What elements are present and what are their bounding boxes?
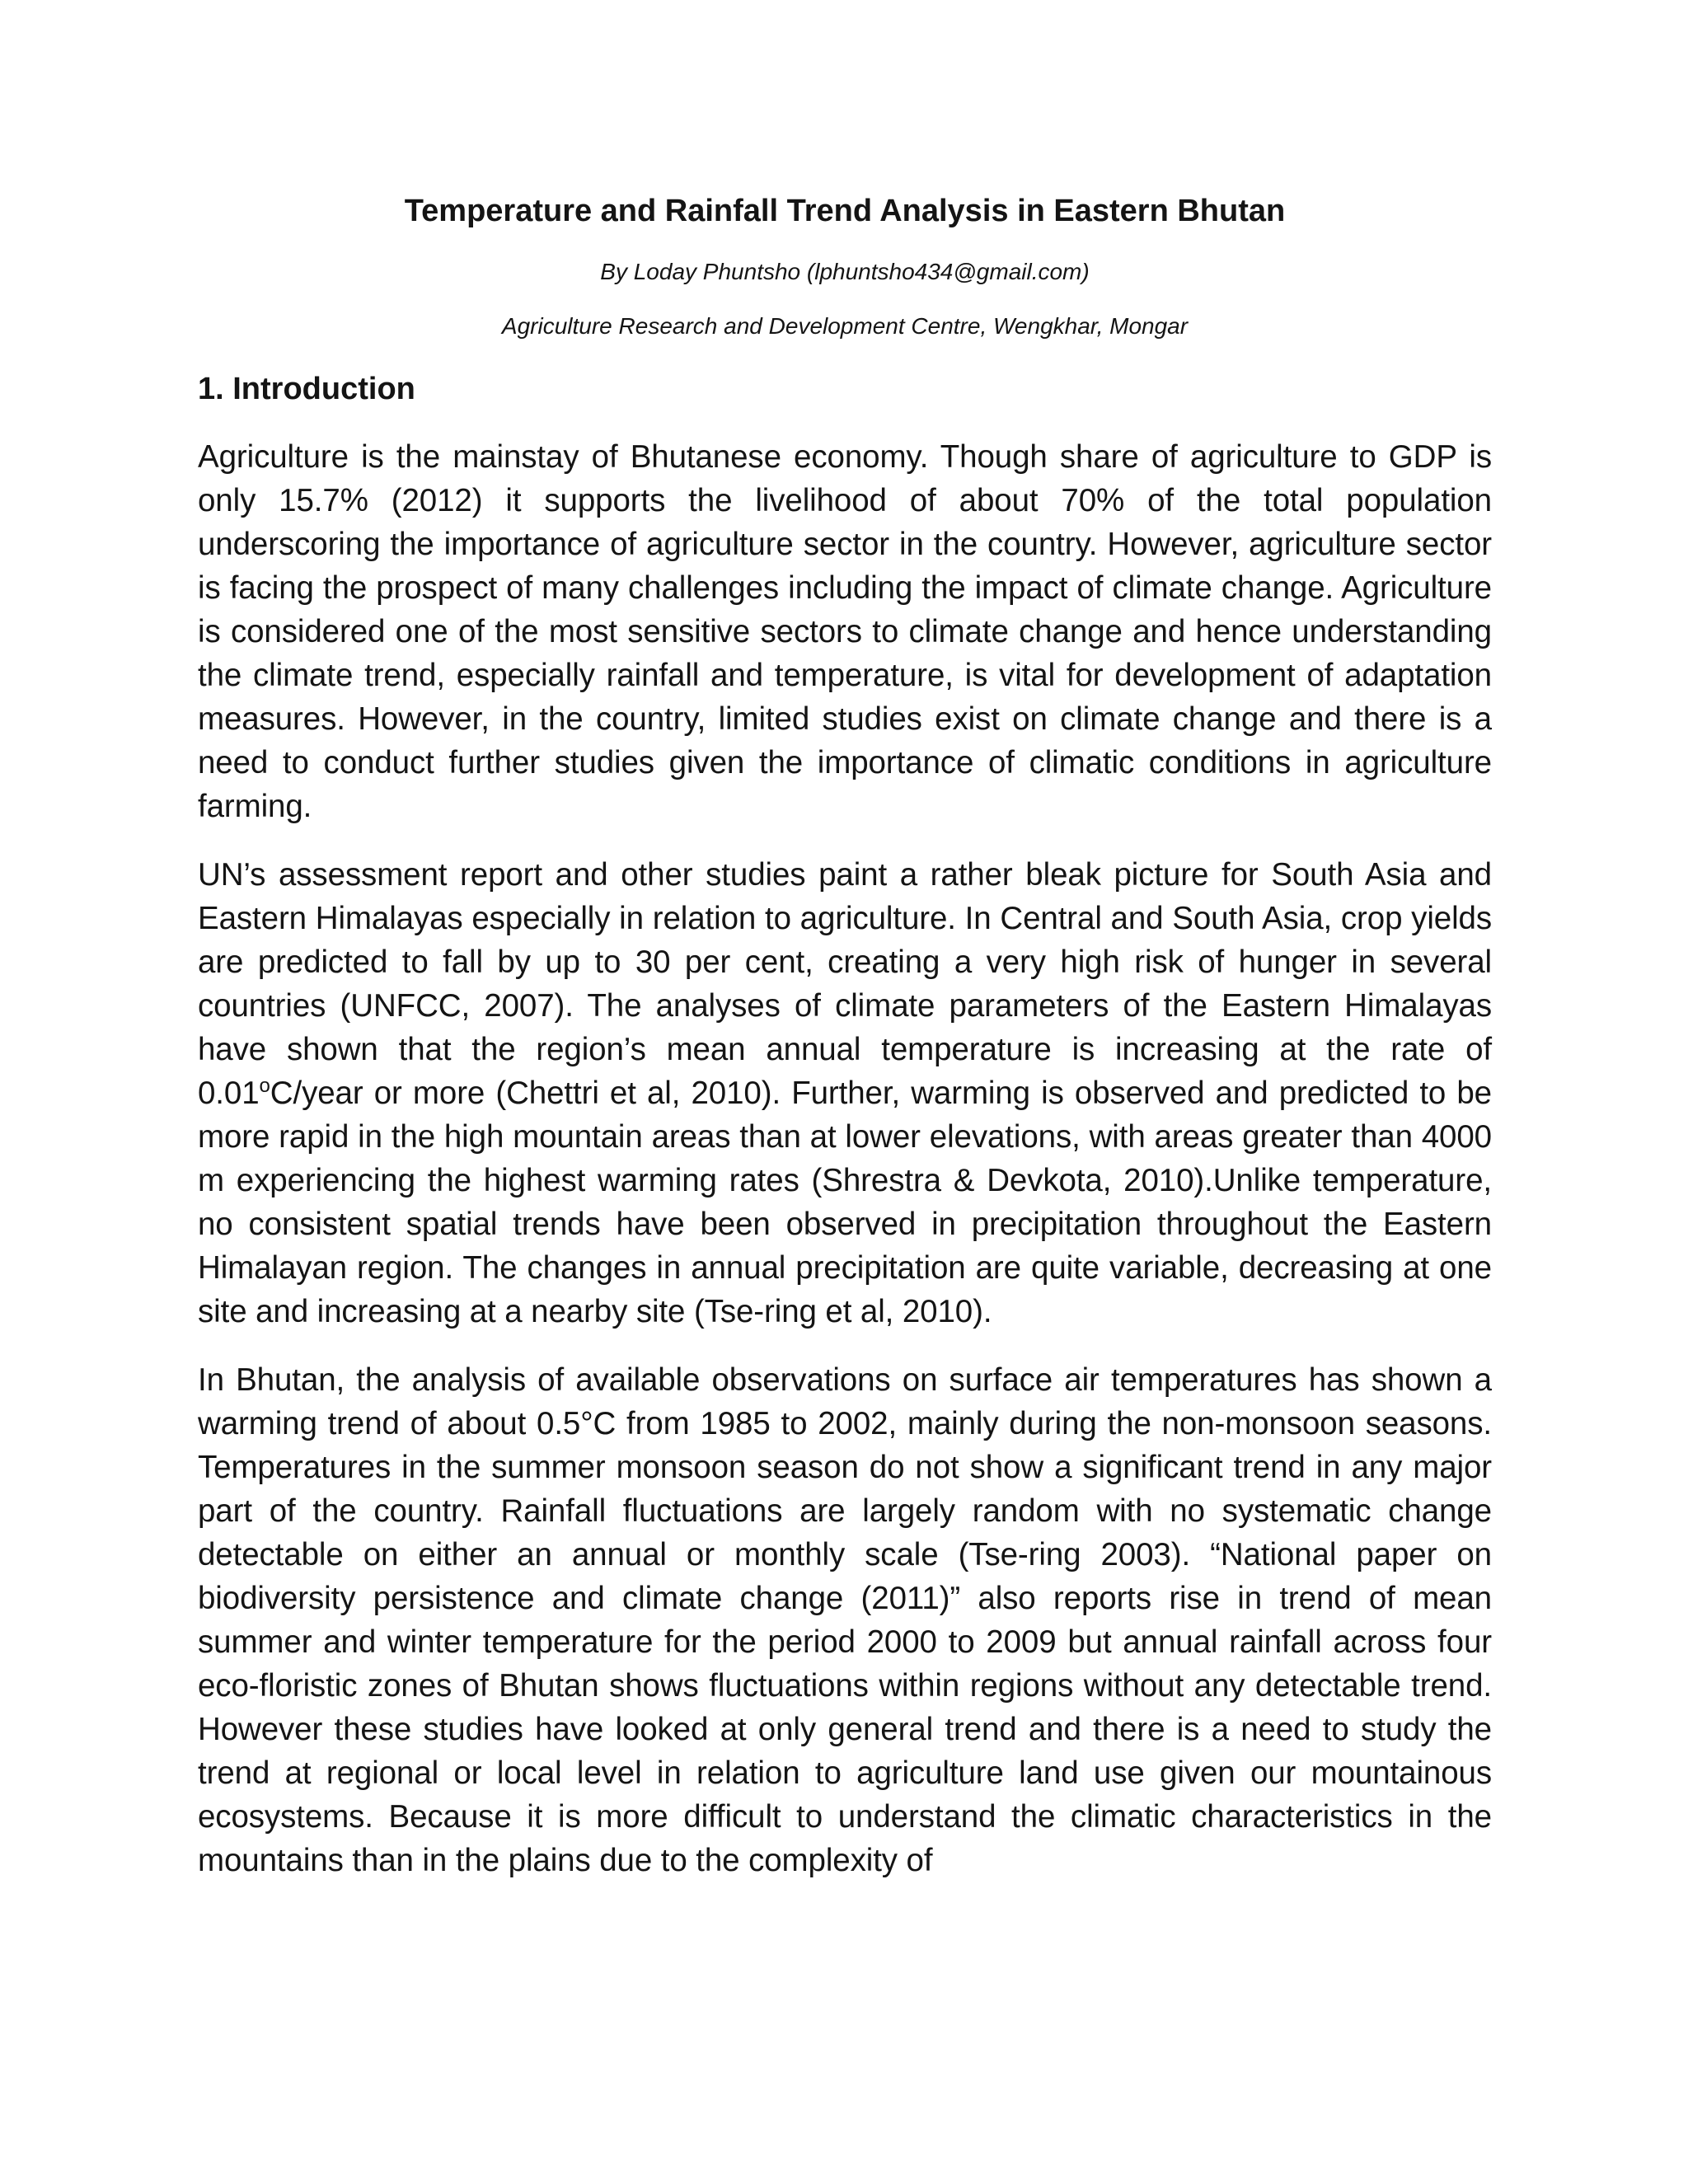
paragraph-2 — [198, 853, 1492, 1333]
paper-title: Temperature and Rainfall Trend Analysis in Eastern Bhutan — [404, 194, 1286, 228]
paragraph-3: In Bhutan, the analysis of available observations on surface air temperatures has shown a warming trend of about 0.5°C from 1985 to 2002, mainly during the non-monsoon seasons. Temperatures in the summer monsoon season do not show a significant trend in any major part of the country. Rainfall fluctuations are largely random with no systematic change detectable on either an annual or monthly scale (Tse-ring 2003). “National paper on biodiversity persistence and climate change (2011)” also reports rise in trend of mean summer and winter temperature for the period 2000 to 2009 but annual rainfall across four eco-floristic zones of Bhutan shows fluctuations within regions without any detectable trend. However these studies have looked at only general trend and there is a need to study the trend at regional or local level in relation to agriculture land use given our mountainous ecosystems. Because it is more difficult to understand the climatic characteristics in the mountains than in the plains due to the complexity of — [198, 1362, 1492, 1878]
section-heading-introduction: 1. Introduction — [198, 372, 415, 406]
paragraph-2-part-1: UN’s assessment report and other studies paint a rather bleak picture for South Asia and Eastern Himalayas especially in relation to agriculture. In Central and South Asia, crop yields are predicted to fall by up to 30 per cent, creating a very high risk of hunger in several countries (UNFCC, 2007). The analyses of climate parameters of the Eastern Himalayas have shown that the region’s mean annual temperature is increasing at the rate of 0.01 — [198, 857, 1492, 1111]
paragraph-1: Agriculture is the mainstay of Bhutanese economy. Though share of agriculture to GDP is only 15.7% (2012) it supports the livelihood of about 70% of the total population underscoring the importance of agriculture sector in the country. However, agriculture sector is facing the prospect of many challenges including the impact of climate change. Agriculture is considered one of the most sensitive sectors to climate change and hence understanding the climate trend, especially rainfall and temperature, is vital for development of adaptation measures. However, in the country, limited studies exist on climate change and there is a need to conduct further studies given the importance of climatic conditions in agriculture farming. — [198, 439, 1492, 824]
author-byline: By Loday Phuntsho (lphuntsho434@gmail.com) — [600, 259, 1090, 284]
degree-superscript: o — [259, 1075, 270, 1097]
paper-page — [198, 190, 1492, 1907]
paragraph-2-part-2: C/year or more (Chettri et al, 2010). Further, warming is observed and predicted to be more rapid in the high mountain areas than at lower elevations, with areas greater than 4000 m experiencing the highest warming rates (Shrestra & Devkota, 2010).Unlike temperature, no consistent spatial trends have been observed in precipitation throughout the Eastern Himalayan region. The changes in annual precipitation are quite variable, decreasing at one site and increasing at a nearby site (Tse-ring et al, 2010). — [198, 1076, 1492, 1329]
author-affiliation: Agriculture Research and Development Centre, Wengkhar, Mongar — [501, 313, 1189, 339]
